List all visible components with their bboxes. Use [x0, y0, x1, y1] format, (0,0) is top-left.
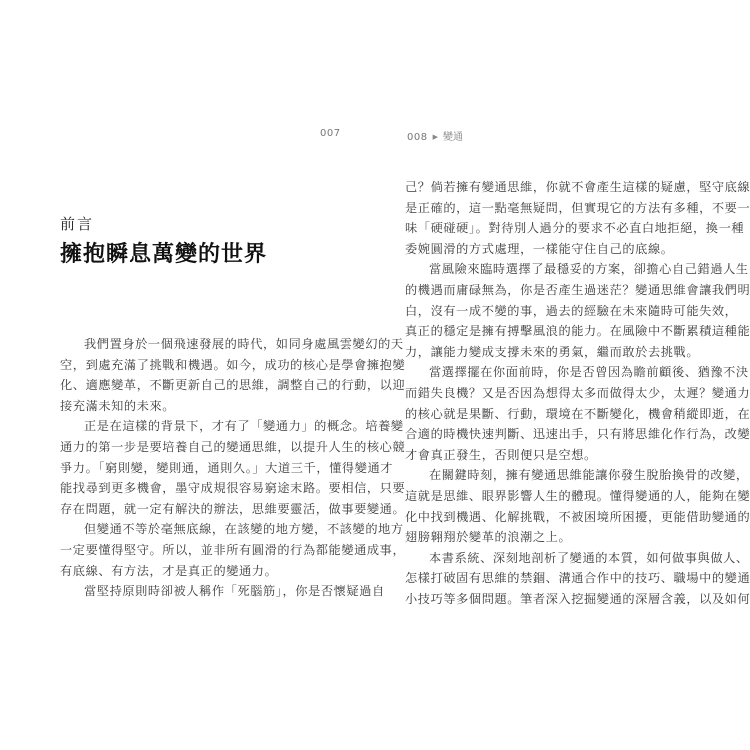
right-page — [375, 0, 750, 750]
text-line: 接充滿未知的未來。 — [60, 398, 176, 413]
text-line: 一定要懂得堅守。所以，並非所有圓滑的行為都能變通成事， — [60, 542, 406, 557]
text-line: 翅膀翱翔於變革的浪潮之上。 — [405, 530, 572, 545]
triangle-right-icon: ▶ — [432, 133, 438, 141]
text-line: 是正確的，這一點毫無疑問，但實現它的方法有多種，不要一 — [405, 200, 750, 215]
running-head — [407, 128, 463, 143]
text-line: 化中找到機遇、化解挑戰，不被困境所困擾，更能借助變通的 — [405, 509, 750, 524]
left-page-number: 007 — [320, 128, 341, 139]
text-line: 的核心就是果斷、行動，環境在不斷變化，機會稍縱即逝，在 — [405, 406, 750, 421]
chapter-label: 前言 — [60, 215, 95, 233]
text-line: 正是在這樣的背景下，才有了「變通力」的概念。培養變 — [84, 419, 404, 434]
text-line: 才會真正發生，否則便只是空想。 — [405, 447, 597, 462]
text-line: 我們置身於一個飛速發展的時代，如同身處風雲變幻的天 — [84, 337, 404, 351]
text-line: 合適的時機快速判斷、迅速出手，只有將思維化作行為，改變 — [405, 427, 750, 442]
text-line: 能找尋到更多機會，墨守成規很容易窮途末路。要相信，只要 — [60, 481, 406, 496]
text-line: 小技巧等多個問題。筆者深入挖掘變通的深層含義，以及如何 — [405, 591, 750, 606]
text-line: 但變通不等於毫無底線，在該變的地方變，不該變的地方 — [84, 522, 404, 537]
text-line: 力，讓能力變成支撐未來的勇氣，繼而敢於去挑戰。 — [405, 344, 700, 359]
text-line: 當風險來臨時選擇了最穩妥的方案，卻擔心自己錯過人生 — [429, 262, 749, 277]
text-line: 委婉圓滑的方式處理，一樣能守住自己的底線。 — [405, 241, 674, 256]
text-line: 在關鍵時刻，擁有變通思維能讓你發生脫胎換骨的改變， — [429, 468, 749, 483]
text-line: 怎樣打破固有思維的禁錮、溝通合作中的技巧、職場中的變通 — [405, 571, 750, 586]
right-body-text — [405, 177, 750, 609]
text-line: 通力的第一步是要培養自己的變通思維，以提升人生的核心競 — [60, 439, 406, 454]
text-line: 而錯失良機？又是否因為想得太多而做得太少，太遲？變通力 — [405, 385, 750, 400]
text-line: 當選擇擺在你面前時，你是否曾因為瞻前顧後、猶豫不決 — [429, 365, 749, 380]
text-line: 的機遇而庸碌無為，你是否產生過迷茫？變通思維會讓我們明 — [405, 282, 750, 297]
text-line: 味「硬碰硬」。對待別人過分的要求不必直白地拒絕，換一種 — [405, 221, 745, 236]
text-line: 有底線、有方法，才是真正的變通力。 — [60, 563, 278, 578]
right-page-number: 008 — [407, 132, 428, 143]
text-line: 這就是思維、眼界影響人生的體現。懂得變通的人，能夠在變 — [405, 488, 750, 503]
text-line: 爭力。「窮則變，變則通，通則久。」大道三千，懂得變通才 — [60, 460, 394, 475]
left-body-text — [60, 334, 406, 602]
text-line: 真正的穩定是擁有搏擊風浪的能力。在風險中不斷累積這種能 — [405, 324, 750, 339]
text-line: 當堅持原則時卻被人稱作「死腦筋」，你是否懷疑過自 — [84, 584, 385, 599]
text-line: 白，沒有一成不變的事，過去的經驗在未來隨時可能失效， — [405, 303, 738, 318]
text-line: 己？倘若擁有變通思維，你就不會產生這樣的疑慮，堅守底線 — [405, 180, 750, 194]
text-line: 化、適應變革，不斷更新自己的思維，調整自己的行動，以迎 — [60, 378, 406, 393]
running-head-title: 變通 — [442, 132, 463, 143]
text-line: 空，到處充滿了挑戰和機遇。如今，成功的核心是學會擁抱變 — [60, 357, 406, 372]
text-line: 存在問題，就一定有解決的辦法，思維要靈活，做事要變通。 — [60, 501, 406, 516]
chapter-title: 擁抱瞬息萬變的世界 — [60, 241, 268, 267]
text-line: 本書系統、深刻地剖析了變通的本質，如何做事與做人、 — [429, 550, 749, 565]
